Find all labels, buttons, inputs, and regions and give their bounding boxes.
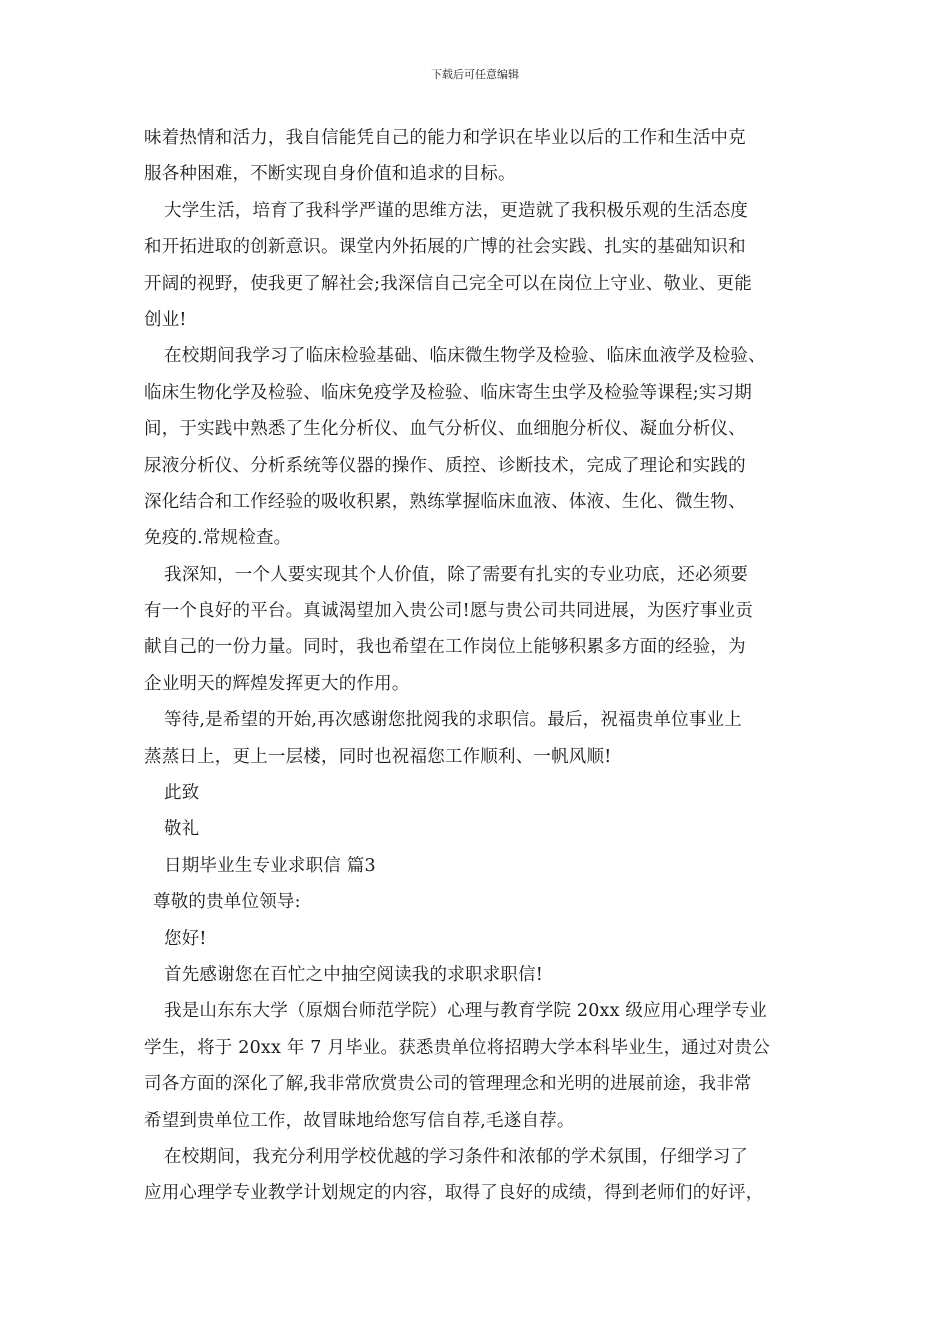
page-header: 下载后可任意编辑 xyxy=(431,68,519,81)
text-line: 我是山东东大学（原烟台师范学院）心理与教育学院 20xx 级应用心理学专业 xyxy=(164,1001,768,1022)
text-line: 您好! xyxy=(164,928,207,949)
document-body xyxy=(144,120,824,1212)
text-line: 我深知，一个人要实现其个人价值，除了需要有扎实的专业功底，还必须要 xyxy=(164,564,749,585)
text-line: 在校期间，我充分利用学校优越的学习条件和浓郁的学术氛围，仔细学习了 xyxy=(164,1146,749,1167)
text-line: 学生，将于 20xx 年 7 月毕业。获悉贵单位将招聘大学本科毕业生，通过对贵公 xyxy=(144,1037,770,1058)
text-line: 服各种困难，不断实现自身价值和追求的目标。 xyxy=(144,164,516,185)
text-line: 日期毕业生专业求职信 篇3 xyxy=(164,855,376,876)
text-line: 临床生物化学及检验、临床免疫学及检验、临床寄生虫学及检验等课程;实习期 xyxy=(144,382,752,403)
text-line: 深化结合和工作经验的吸收积累，熟练掌握临床血液、体液、生化、微生物、 xyxy=(144,491,746,512)
text-line: 等待,是希望的开始,再次感谢您批阅我的求职信。最后，祝福贵单位事业上 xyxy=(164,710,742,731)
text-line: 敬礼 xyxy=(164,819,200,840)
text-line: 司各方面的深化了解,我非常欣赏贵公司的管理理念和光明的进展前途，我非常 xyxy=(144,1074,752,1095)
text-line: 味着热情和活力，我自信能凭自己的能力和学识在毕业以后的工作和生活中克 xyxy=(144,128,746,148)
text-line: 献自己的一份力量。同时，我也希望在工作岗位上能够积累多方面的经验，为 xyxy=(144,637,746,658)
text-line: 有一个良好的平台。真诚渴望加入贵公司!愿与贵公司共同进展，为医疗事业贡 xyxy=(144,601,754,622)
text-line: 大学生活，培育了我科学严谨的思维方法，更造就了我积极乐观的生活态度 xyxy=(164,200,749,221)
text-line: 在校期间我学习了临床检验基础、临床微生物学及检验、临床血液学及检验、 xyxy=(164,346,766,367)
text-line: 创业! xyxy=(144,309,187,330)
text-line: 企业明天的辉煌发挥更大的作用。 xyxy=(144,673,410,694)
text-line: 蒸蒸日上，更上一层楼，同时也祝福您工作顺利、一帆风顺! xyxy=(144,746,612,767)
text-line: 尿液分析仪、分析系统等仪器的操作、质控、诊断技术，完成了理论和实践的 xyxy=(144,455,746,476)
text-line: 首先感谢您在百忙之中抽空阅读我的求职求职信! xyxy=(164,964,543,985)
text-line: 和开拓进取的创新意识。课堂内外拓展的广博的社会实践、扎实的基础知识和 xyxy=(144,237,746,258)
text-line: 此致 xyxy=(164,783,200,804)
text-line: 希望到贵单位工作，故冒昧地给您写信自荐,毛遂自荐。 xyxy=(144,1110,575,1131)
text-line: 应用心理学专业教学计划规定的内容，取得了良好的成绩，得到老师们的好评， xyxy=(144,1183,764,1204)
text-line: 间，于实践中熟悉了生化分析仪、血气分析仪、血细胞分析仪、凝血分析仪、 xyxy=(144,419,746,440)
text-line: 免疫的.常规检查。 xyxy=(144,528,292,549)
text-line: 开阔的视野，使我更了解社会;我深信自己完全可以在岗位上守业、敬业、更能 xyxy=(144,273,752,294)
text-line: 尊敬的贵单位领导: xyxy=(153,892,301,913)
